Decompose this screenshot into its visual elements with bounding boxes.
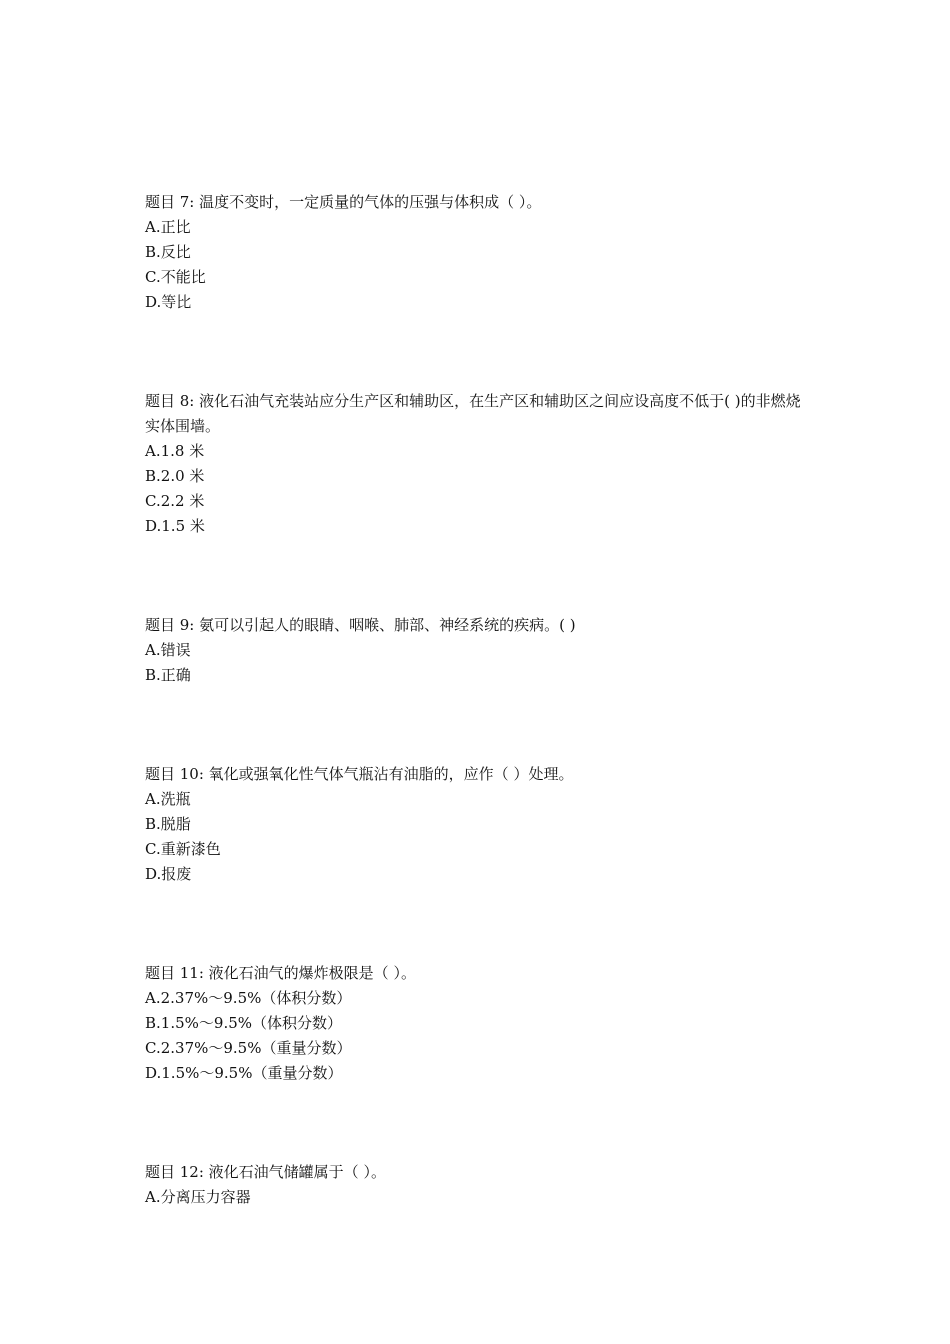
option-a: A.正比	[145, 218, 191, 236]
option-c: C.2.2 米	[145, 492, 205, 510]
question-stem: 题目 12: 液化石油气储罐属于（ ）。	[145, 1163, 386, 1181]
option-b: B.2.0 米	[145, 467, 205, 485]
question-stem: 题目 8: 液化石油气充装站应分生产区和辅助区，在生产区和辅助区之间应设高度不低于( )的非燃烧实体围墙。	[145, 392, 801, 435]
option-d: D.报废	[145, 865, 192, 883]
option-b: B.反比	[145, 243, 191, 261]
option-a: A.2.37%～9.5%（体积分数）	[145, 989, 352, 1007]
option-b: B.正确	[145, 666, 191, 684]
question-7	[145, 190, 825, 315]
question-11	[145, 961, 825, 1086]
option-a: A.错误	[145, 641, 191, 659]
option-d: D.等比	[145, 293, 192, 311]
option-d: D.1.5%～9.5%（重量分数）	[145, 1064, 343, 1082]
option-d: D.1.5 米	[145, 517, 205, 535]
question-stem: 题目 7: 温度不变时，一定质量的气体的压强与体积成（ ）。	[145, 193, 542, 211]
option-c: C.重新漆色	[145, 840, 221, 858]
question-8	[145, 389, 825, 539]
question-10	[145, 762, 825, 887]
option-a: A.分离压力容器	[145, 1188, 251, 1206]
option-c: C.2.37%～9.5%（重量分数）	[145, 1039, 352, 1057]
option-b: B.1.5%～9.5%（体积分数）	[145, 1014, 343, 1032]
question-stem: 题目 10: 氧化或强氧化性气体气瓶沾有油脂的，应作（ ）处理。	[145, 765, 574, 783]
option-a: A.洗瓶	[145, 790, 191, 808]
option-c: C.不能比	[145, 268, 206, 286]
option-b: B.脱脂	[145, 815, 191, 833]
question-9	[145, 613, 825, 688]
option-a: A.1.8 米	[145, 442, 205, 460]
question-stem: 题目 11: 液化石油气的爆炸极限是（ ）。	[145, 964, 416, 982]
question-stem: 题目 9: 氨可以引起人的眼睛、咽喉、肺部、神经系统的疾病。( )	[145, 616, 576, 634]
question-12	[145, 1160, 825, 1210]
